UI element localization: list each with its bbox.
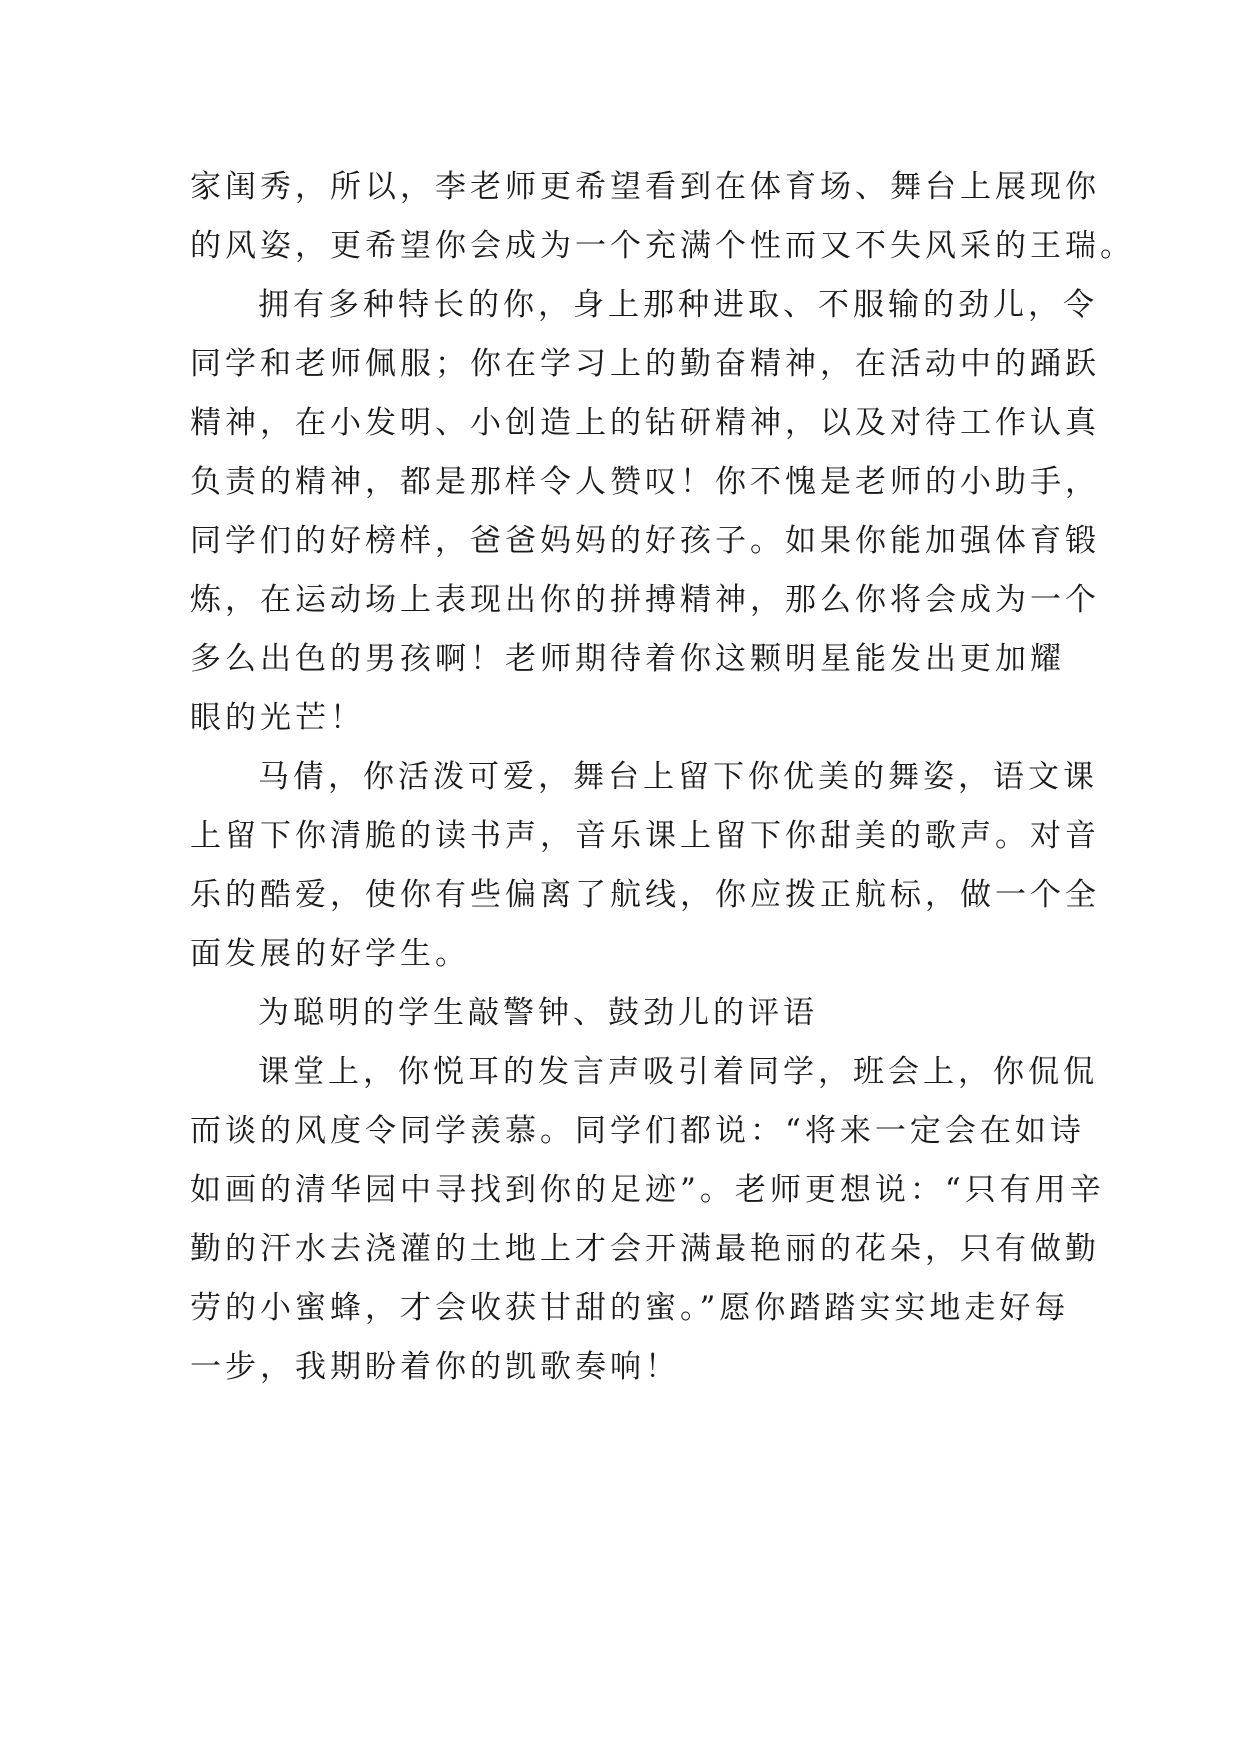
text-line: 同学们的好榜样，爸爸妈妈的好孩子。如果你能加强体育锻 (190, 523, 1100, 559)
text-line: 一步，我期盼着你的凯歌奏响！ (190, 1349, 680, 1385)
text-line: 同学和老师佩服；你在学习上的勤奋精神，在活动中的踊跃 (190, 346, 1100, 382)
text-line: 上留下你清脆的读书声，音乐课上留下你甜美的歌声。对音 (190, 818, 1100, 854)
section-heading: 为聪明的学生敲警钟、鼓劲儿的评语 (258, 995, 818, 1031)
paragraph-start-line: 马倩，你活泼可爱，舞台上留下你优美的舞姿，语文课 (258, 759, 1098, 795)
text-line: 的风姿，更希望你会成为一个充满个性而又不失风采的王瑞。 (190, 228, 1135, 264)
text-line: 面发展的好学生。 (190, 936, 470, 972)
text-line: 劳的小蜜蜂，才会收获甘甜的蜜。”愿你踏踏实实地走好每 (190, 1290, 1070, 1326)
text-line: 如画的清华园中寻找到你的足迹”。老师更想说：“只有用辛 (190, 1172, 1105, 1208)
text-line: 乐的酷爱，使你有些偏离了航线，你应拨正航标，做一个全 (190, 877, 1100, 913)
text-line: 勤的汗水去浇灌的土地上才会开满最艳丽的花朵，只有做勤 (190, 1231, 1100, 1267)
text-line: 多么出色的男孩啊！老师期待着你这颗明星能发出更加耀 (190, 641, 1065, 677)
text-line: 而谈的风度令同学羡慕。同学们都说：“将来一定会在如诗 (190, 1113, 1085, 1149)
paragraph-start-line: 拥有多种特长的你，身上那种进取、不服输的劲儿，令 (258, 287, 1098, 323)
text-line: 炼，在运动场上表现出你的拼搏精神，那么你将会成为一个 (190, 582, 1100, 618)
paragraph-start-line: 课堂上，你悦耳的发言声吸引着同学，班会上，你侃侃 (258, 1054, 1098, 1090)
text-line: 精神，在小发明、小创造上的钻研精神，以及对待工作认真 (190, 405, 1100, 441)
text-line: 家闺秀，所以，李老师更希望看到在体育场、舞台上展现你 (190, 169, 1100, 205)
text-line: 负责的精神，都是那样令人赞叹！你不愧是老师的小助手， (190, 464, 1100, 500)
document-body (190, 158, 1135, 1397)
text-line: 眼的光芒！ (190, 700, 365, 736)
